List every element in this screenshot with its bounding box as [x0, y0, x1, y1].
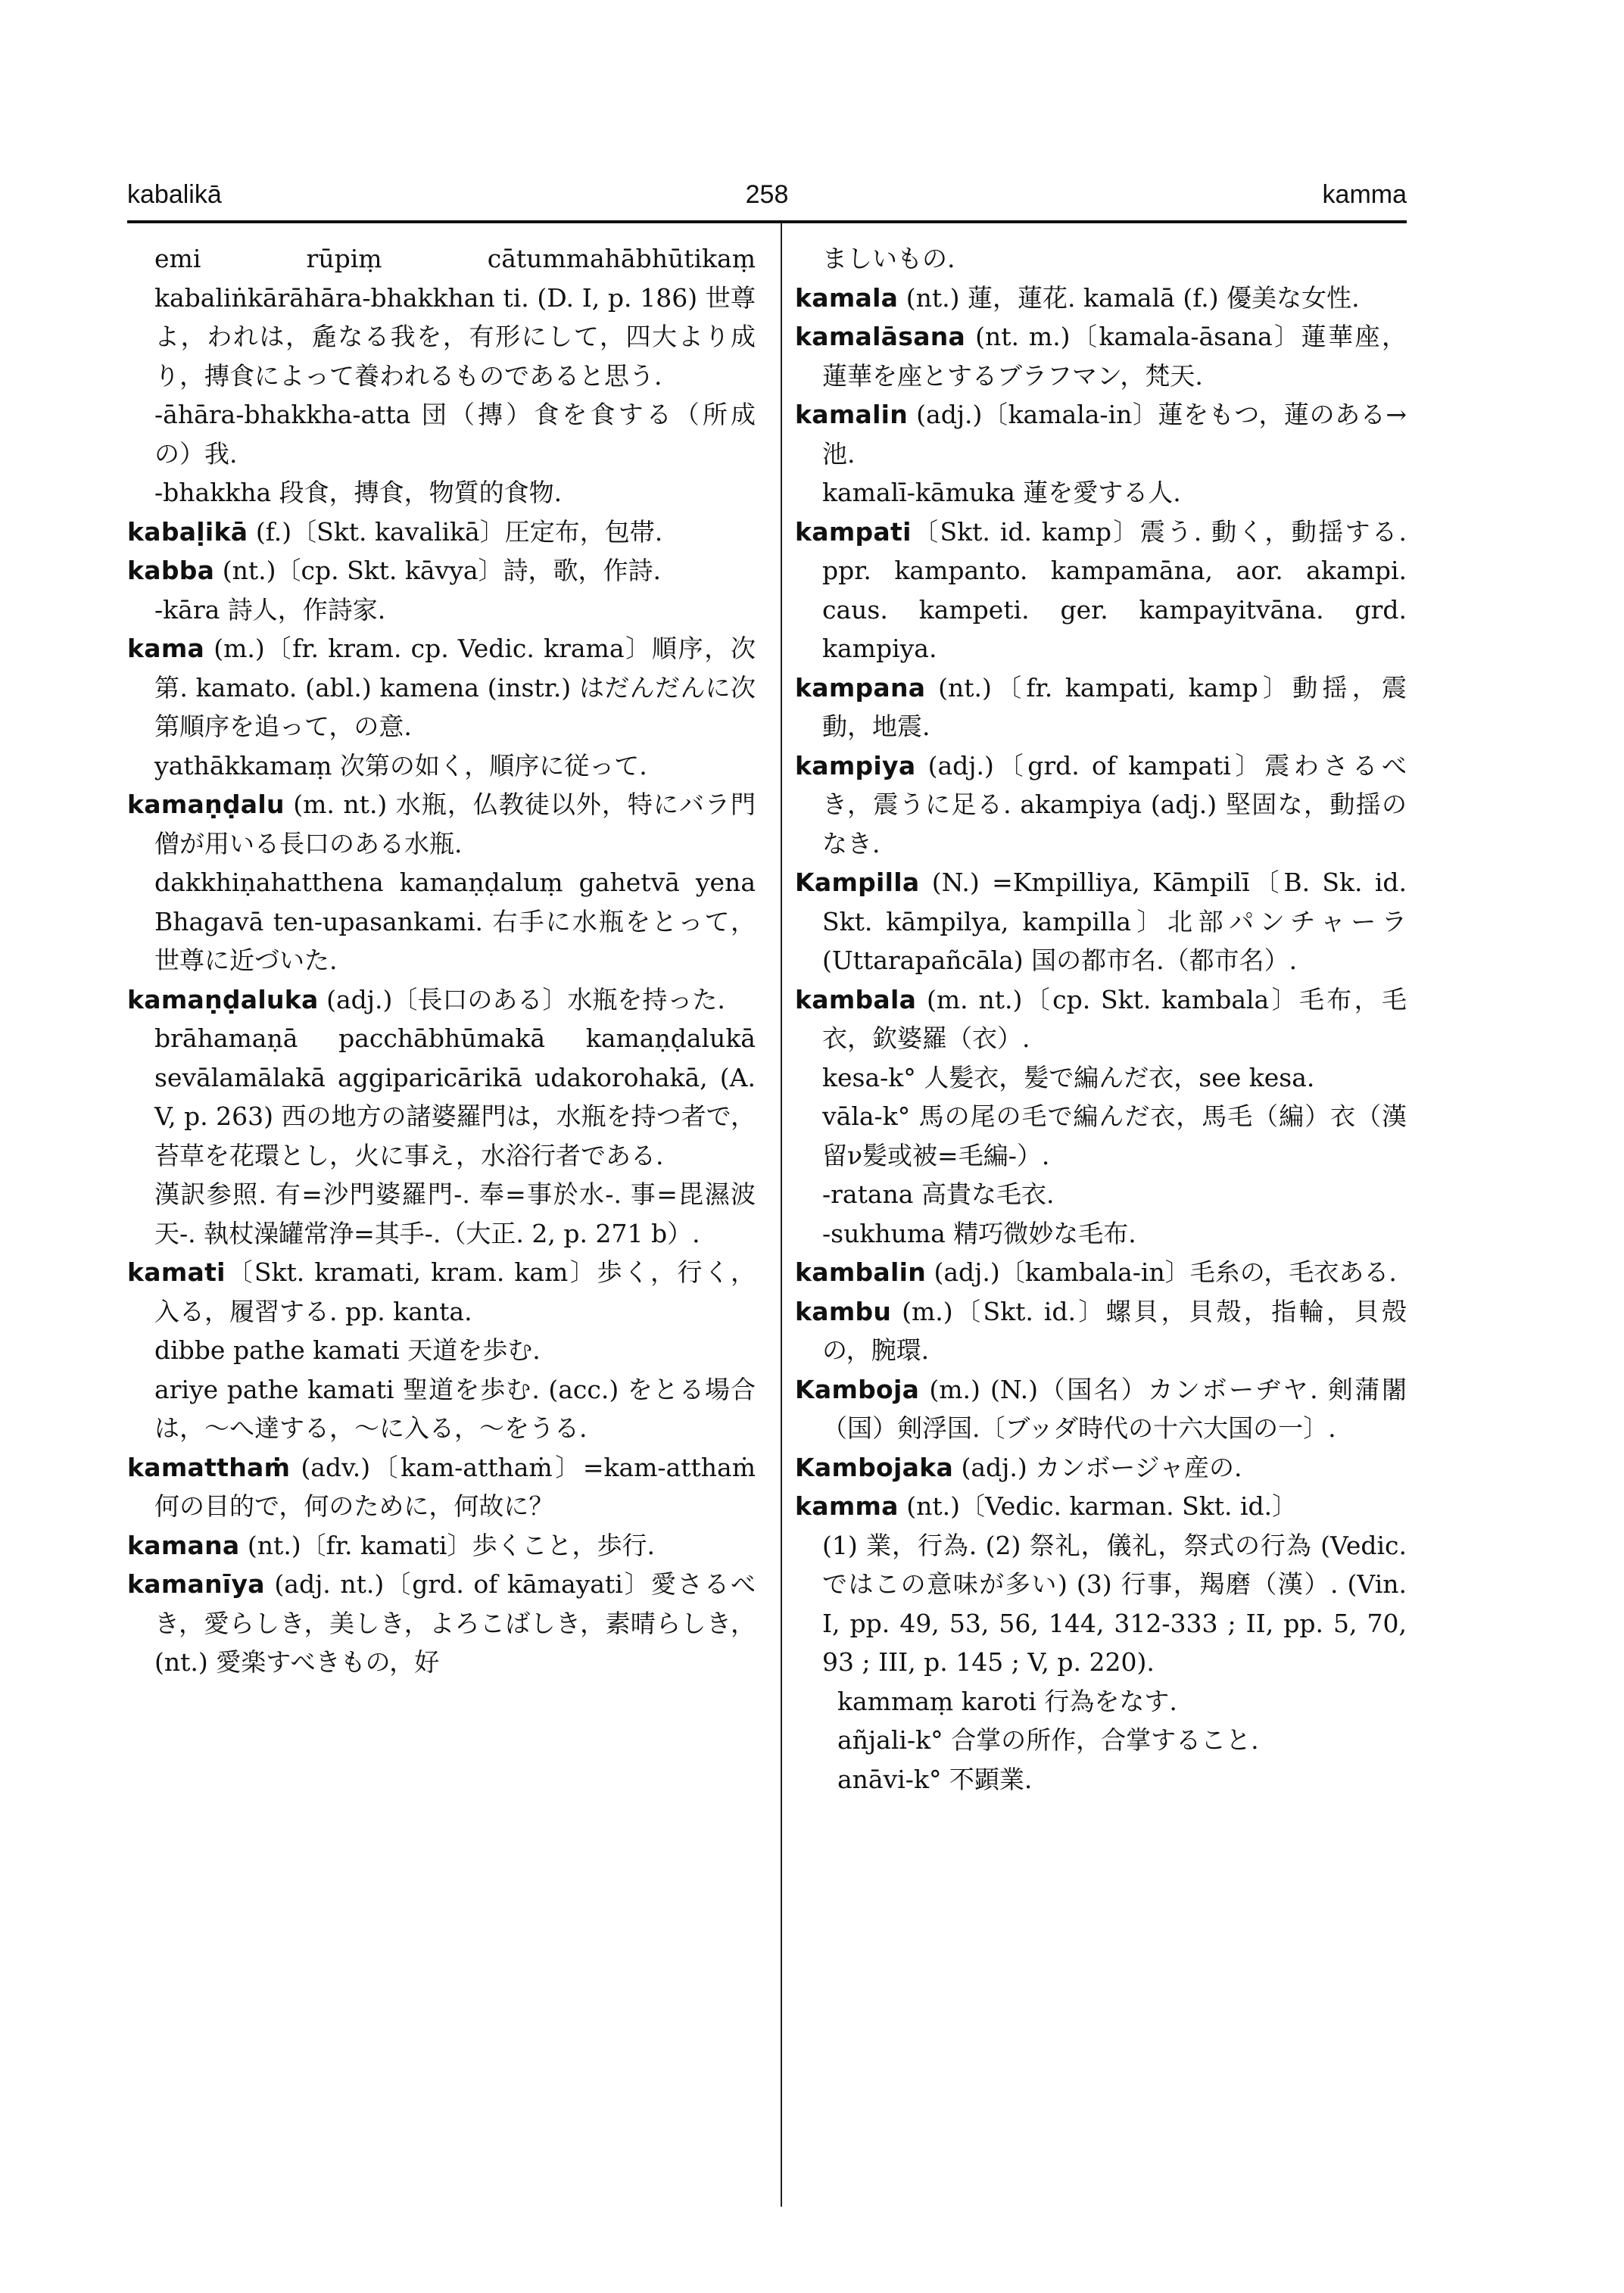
entry-text: -ratana 高貴な毛衣. — [822, 1179, 1055, 1209]
entry-text: (1) 業，行為. (2) 祭礼，儀礼，祭式の行為 (Vedic. ではこの意味が多い) (3) 行事，羯磨（漢）. (Vin. I, pp. 49, 53, 56, 144, 312-333 ; II, pp. 5, 70, 93 ; III, p. 145 ; V, p. 220). — [822, 1530, 1407, 1677]
left-column — [127, 239, 756, 1682]
entry-text: (adj. nt.)〔grd. of kāmayati〕愛さるべき，愛らしき，美しき，よろこばしき，素晴らしき，(nt.) 愛楽すべきもの，好 — [154, 1569, 756, 1677]
dictionary-entry — [795, 1487, 1407, 1526]
entry-text: (m. nt.) 水瓶，仏教徒以外，特にバラ門僧が用いる長口のある水瓶. — [154, 790, 756, 858]
entry-text: (adj.)〔grd. of kampati〕震わさるべき，震うに足る. akampiya (adj.) 堅固な，動揺のなき. — [822, 750, 1407, 858]
entry-continuation — [795, 1721, 1407, 1760]
dictionary-entry — [127, 1448, 756, 1526]
headword: kabaḷikā — [127, 516, 248, 547]
dictionary-entry — [127, 980, 756, 1020]
right-guide-word: kamma — [1322, 180, 1407, 209]
headword: kambu — [795, 1296, 892, 1326]
dictionary-entry — [795, 980, 1407, 1058]
headword: kambalin — [795, 1257, 927, 1287]
entry-continuation — [795, 239, 1407, 279]
dictionary-entry — [127, 512, 756, 552]
headword: kamatthaṁ — [127, 1452, 291, 1482]
headword: kabba — [127, 556, 215, 585]
entry-text: emi rūpiṃ cātummahābhūtikaṃ kabaliṅkārāhāra-bhakkhan ti. (D. I, p. 186) 世尊よ，われは，麁なる我を，有形にして，四大より成り，摶食によって養われるものであると思う. — [154, 244, 756, 391]
entry-text: -kāra 詩人，作詩家. — [154, 594, 386, 625]
headword: kampati — [795, 516, 912, 547]
entry-text: (adj.) カンボージャ産の. — [953, 1452, 1242, 1482]
entry-text: 〔Skt. id. kamp〕震う. 動く，動揺する. ppr. kampanto. kampamāna, aor. akampi. caus. kampeti. ger. kampayitvāna. grd. kampiya. — [822, 516, 1407, 663]
dictionary-entry — [795, 1370, 1407, 1448]
headword: kambala — [795, 984, 917, 1014]
entry-continuation — [795, 473, 1407, 512]
running-header — [127, 180, 1407, 223]
headword: kamana — [127, 1530, 240, 1560]
entry-text: (N.) =Kmpilliya, Kāmpilī〔B. Sk. id. Skt. kāmpilya, kampilla〕北部パンチャーラ (Uttarapañcāla) 国の都市名.（都市名）. — [822, 868, 1407, 975]
entry-text: (m.)〔Skt. id.〕螺貝，貝殻，指輪，貝殻の，腕環. — [822, 1296, 1407, 1365]
entry-continuation — [795, 1760, 1407, 1799]
entry-continuation — [795, 1175, 1407, 1214]
page-number: 258 — [745, 180, 789, 209]
headword: kamati — [127, 1257, 226, 1287]
entry-continuation — [127, 1370, 756, 1448]
headword: kamanīya — [127, 1569, 265, 1599]
header-rule — [127, 220, 1407, 223]
entry-text: (adj.)〔長口のある〕水瓶を持った. — [318, 984, 725, 1014]
dictionary-entry — [795, 1253, 1407, 1292]
entry-text: ましいもの. — [822, 244, 955, 273]
entry-text: (adj.)〔kambala-in〕毛糸の，毛衣ある. — [926, 1257, 1397, 1287]
entry-continuation — [127, 239, 756, 395]
entry-text: (adv.)〔kam-atthaṁ〕=kam-atthaṁ 何の目的で，何のために，何故に？ — [154, 1452, 756, 1521]
entry-text: kammaṃ karoti 行為をなす. — [837, 1686, 1177, 1716]
dictionary-entry — [795, 317, 1407, 395]
entry-text: -bhakkha 段食，摶食，物質的食物. — [154, 478, 563, 507]
dictionary-entry — [795, 395, 1407, 473]
entry-text: (m.) (N.)（国名）カンボーヂヤ. 剣蒲闍（国）剣浮国.〔ブッダ時代の十六大国の一〕. — [822, 1374, 1407, 1443]
entry-text: brāhamaṇā pacchābhūmakā kamaṇḍalukā sevālamālakā aggiparicārikā udakorohakā, (A. V, p. 263) 西の地方の諸婆羅門は，水瓶を持つ者で，苔草を花環とし，火に事え，水浴行者である. — [154, 1023, 756, 1170]
entry-text: yathākkamaṃ 次第の如く，順序に従って. — [154, 750, 647, 780]
entry-continuation — [127, 746, 756, 786]
entry-text: kamalī-kāmuka 蓮を愛する人. — [822, 478, 1181, 507]
entry-text: (f.)〔Skt. kavalikā〕圧定布，包帯. — [248, 516, 663, 547]
entry-continuation — [127, 1175, 756, 1253]
headword: Kamboja — [795, 1374, 920, 1404]
dictionary-entry — [795, 1292, 1407, 1370]
entry-continuation — [795, 1097, 1407, 1175]
headword: kamala — [795, 282, 899, 313]
entry-text: (nt.)〔fr. kamati〕歩くこと，歩行. — [239, 1530, 655, 1560]
entry-continuation — [127, 473, 756, 512]
entry-text: (nt.) 蓮，蓮花. kamalā (f.) 優美な女性. — [898, 282, 1360, 313]
headword: kamalāsana — [795, 322, 966, 351]
entry-continuation — [795, 1214, 1407, 1254]
dictionary-entry — [127, 1565, 756, 1682]
entry-text: (nt.)〔Vedic. karman. Skt. id.〕 — [898, 1491, 1298, 1521]
dictionary-entry — [795, 668, 1407, 746]
entry-continuation — [795, 1058, 1407, 1098]
entry-text: dakkhiṇahatthena kamaṇḍaluṃ gahetvā yena Bhagavā ten-upasankami. 右手に水瓶をとって，世尊に近づいた. — [154, 868, 756, 975]
entry-text: kesa-k° 人髪衣，髪で編んだ衣，see kesa. — [822, 1062, 1315, 1092]
entry-text: (nt.)〔fr. kampati, kamp〕動揺，震動，地震. — [822, 672, 1407, 741]
entry-text: -āhāra-bhakkha-atta 団（摶）食を食する（所成の）我. — [154, 400, 756, 469]
dictionary-entry — [795, 512, 1407, 668]
entry-continuation — [127, 863, 756, 980]
entry-text: (m. nt.)〔cp. Skt. kambala〕毛布，毛衣，欽婆羅（衣）. — [822, 984, 1407, 1053]
headword: kamalin — [795, 400, 909, 429]
entry-text: 〔Skt. kramati, kram. kam〕歩く，行く，入る，履習する. pp. kanta. — [154, 1257, 756, 1326]
entry-text: anāvi-k° 不顕業. — [837, 1764, 1033, 1794]
entry-continuation — [127, 1331, 756, 1370]
entry-continuation — [127, 1019, 756, 1175]
right-column — [795, 239, 1407, 1799]
dictionary-entry — [795, 746, 1407, 864]
dictionary-entry — [795, 1448, 1407, 1488]
headword: kampana — [795, 672, 926, 703]
entry-text: dibbe pathe kamati 天道を歩む. — [154, 1335, 541, 1365]
dictionary-entry — [127, 785, 756, 863]
left-guide-word: kabalikā — [127, 180, 222, 209]
entry-text: (nt.)〔cp. Skt. kāvya〕詩，歌，作詩. — [214, 556, 662, 585]
dictionary-entry — [795, 863, 1407, 980]
entry-continuation — [795, 1682, 1407, 1721]
entry-continuation — [127, 395, 756, 473]
entry-continuation — [795, 1526, 1407, 1682]
entry-text: (adj.)〔kamala-in〕蓮をもつ，蓮のある→池. — [822, 400, 1407, 469]
entry-text: (m.)〔fr. kram. cp. Vedic. krama〕順序，次第. kamato. (abl.) kamena (instr.) はだんだんに次第順序を追って，の意. — [154, 634, 756, 741]
entry-text: vāla-k° 馬の尾の毛で編んだ衣，馬毛（編）衣（漢 留ν髪或被=毛編-）. — [822, 1101, 1407, 1170]
headword: Kambojaka — [795, 1452, 954, 1482]
headword: kamma — [795, 1491, 899, 1521]
dictionary-entry — [127, 1526, 756, 1566]
entry-continuation — [127, 590, 756, 630]
headword: kamaṇḍaluka — [127, 984, 319, 1014]
dictionary-entry — [127, 551, 756, 590]
dictionary-entry — [127, 629, 756, 746]
column-divider — [781, 223, 782, 2207]
entry-text: ariye pathe kamati 聖道を歩む. (acc.) をとる場合は，〜へ達する，〜に入る，〜をうる. — [154, 1374, 756, 1443]
entry-text: añjali-k° 合掌の所作，合掌すること. — [837, 1725, 1259, 1755]
dictionary-entry — [127, 1253, 756, 1331]
headword: Kampilla — [795, 868, 920, 897]
headword: kamaṇḍalu — [127, 790, 285, 819]
entry-text: 漢訳参照. 有=沙門婆羅門-. 奉=事於水-. 事=毘濕波天-. 執杖澡罐常浄=其手-.（大正. 2, p. 271 b）. — [154, 1179, 756, 1248]
entry-text: (nt. m.)〔kamala-āsana〕蓮華座，蓮華を座とするブラフマン，梵天. — [822, 322, 1407, 391]
dictionary-entry — [795, 279, 1407, 318]
headword: kama — [127, 634, 205, 663]
headword: kampiya — [795, 750, 916, 780]
entry-text: -sukhuma 精巧微妙な毛布. — [822, 1218, 1136, 1248]
